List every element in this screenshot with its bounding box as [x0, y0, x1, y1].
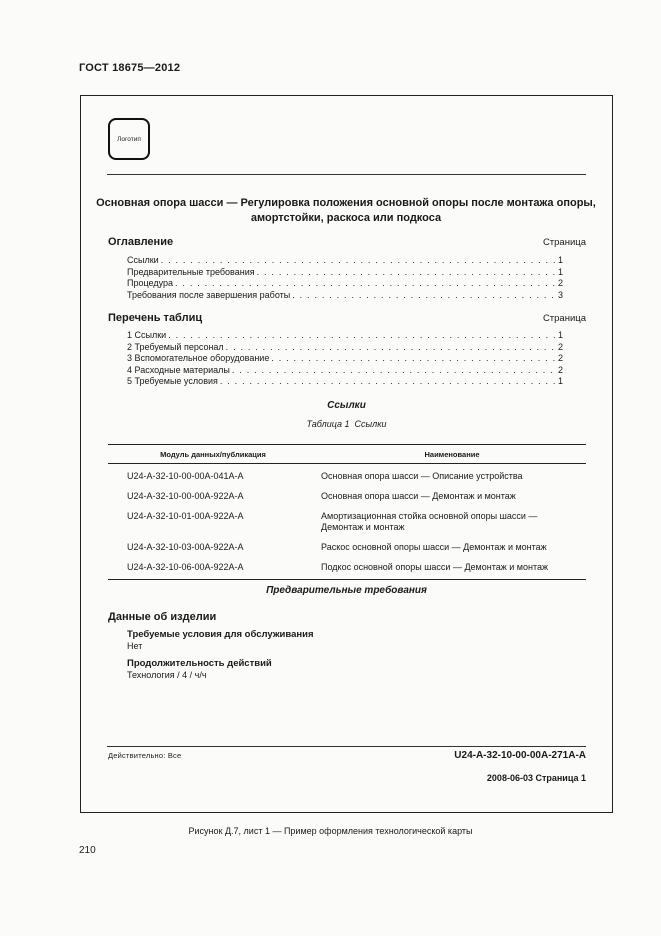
- table-bottom-rule: [108, 579, 586, 580]
- tables-list-item[interactable]: 5 Требуемые условия . . . 1: [127, 375, 563, 387]
- data-module-code: U24-A-32-10-00-00A-271A-A: [454, 750, 586, 761]
- module-code[interactable]: U24-A-32-10-03-00A-922A-A: [127, 542, 244, 552]
- validity-text: Действительно: Все: [108, 751, 182, 760]
- service-conditions-value: Нет: [127, 641, 143, 651]
- document-title: [88, 196, 604, 226]
- product-data-heading: Данные об изделии: [108, 611, 217, 623]
- contents-item[interactable]: Требования после завершения работы . . . 3: [127, 289, 563, 301]
- table-row: [108, 533, 586, 553]
- tables-list-item[interactable]: 2 Требуемый персонал . . . 2: [127, 341, 563, 353]
- column-header-name: Наименование: [424, 449, 480, 459]
- contents-item[interactable]: Процедура . . . 2: [127, 277, 563, 289]
- date-page: 2008-06-03 Страница 1: [486, 773, 586, 783]
- logo-label: Логотип: [117, 135, 141, 143]
- contents-heading: Оглавление: [108, 236, 174, 248]
- module-name: Раскос основной опоры шасси — Демонтаж и монтаж: [321, 542, 547, 552]
- page-number: 210: [79, 845, 96, 856]
- module-name: Подкос основной опоры шасси — Демонтаж и монтаж: [321, 562, 548, 572]
- table-row: [108, 553, 586, 573]
- tables-list-heading: Перечень таблиц: [108, 312, 203, 324]
- duration-value: Технология / 4 / ч/ч: [127, 670, 207, 680]
- standard-header: ГОСТ 18675—2012: [79, 62, 181, 74]
- contents-page-label: Страница: [542, 237, 586, 248]
- duration-heading: Продолжительность действий: [127, 658, 272, 669]
- module-code[interactable]: U24-A-32-10-00-00A-922A-A: [127, 491, 244, 501]
- table-caption-number: Таблица 1: [306, 419, 350, 429]
- footer-divider: [107, 746, 586, 747]
- table-header: [108, 444, 586, 464]
- prereq-heading: Предварительные требования: [266, 585, 427, 596]
- module-code[interactable]: U24-A-32-10-06-00A-922A-A: [127, 562, 244, 572]
- table-caption: [80, 419, 613, 429]
- contents-item[interactable]: Ссылки . . . 1: [127, 254, 563, 266]
- contents-list: [127, 254, 563, 300]
- module-code[interactable]: U24-A-32-10-00-00A-041A-A: [127, 471, 244, 481]
- title-line-2: амортстойки, раскоса или подкоса: [250, 212, 442, 224]
- header-divider: [107, 174, 586, 175]
- table-row: [108, 482, 586, 502]
- module-name: Амортизационная стойка основной опоры шасси —: [321, 511, 538, 521]
- title-line-1: Основная опора шасси — Регулировка положения основной опоры после монтажа опоры,: [96, 197, 596, 209]
- tables-list-item[interactable]: 3 Вспомогательное оборудование . . . 2: [127, 352, 563, 364]
- references-table: [108, 444, 586, 580]
- module-code[interactable]: U24-A-32-10-01-00A-922A-A: [127, 511, 244, 521]
- tables-list-item[interactable]: 4 Расходные материалы . . . 2: [127, 364, 563, 376]
- tables-list-item[interactable]: 1 Ссылки . . . 1: [127, 329, 563, 341]
- table-caption-title: Ссылки: [354, 419, 387, 429]
- tables-list-page-label: Страница: [542, 313, 586, 324]
- references-heading: Ссылки: [327, 400, 366, 411]
- module-name: Основная опора шасси — Демонтаж и монтаж: [321, 491, 516, 501]
- column-header-module: Модуль данных/публикация: [160, 449, 266, 459]
- logo: [108, 118, 150, 160]
- contents-item[interactable]: Предварительные требования . . . 1: [127, 266, 563, 278]
- figure-caption: Рисунок Д.7, лист 1 — Пример оформления технологической карты: [188, 826, 473, 836]
- service-conditions-heading: Требуемые условия для обслуживания: [127, 629, 314, 640]
- module-name: Основная опора шасси — Описание устройства: [321, 471, 523, 481]
- tables-list: [127, 329, 563, 387]
- table-row: [108, 464, 586, 482]
- module-name-cont: Демонтаж и монтаж: [321, 522, 405, 532]
- table-row: [108, 502, 586, 533]
